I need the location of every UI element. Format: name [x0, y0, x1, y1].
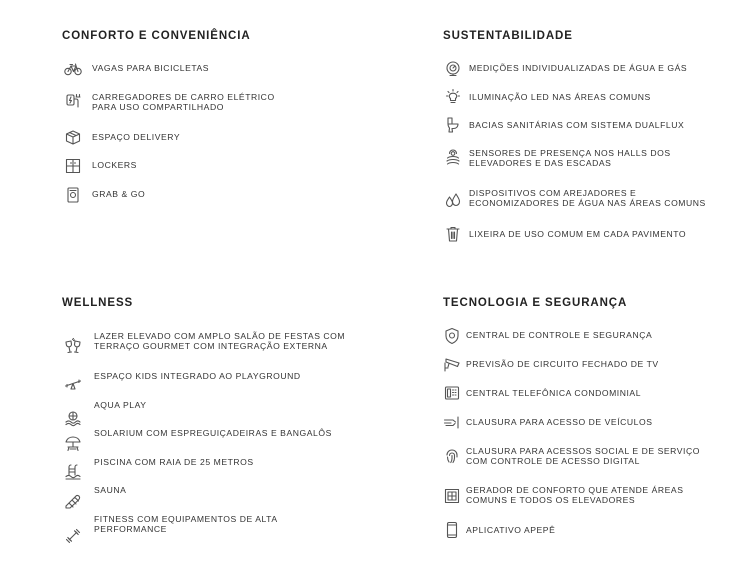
sauna-icon — [64, 492, 82, 510]
item-line: ELEVADORES E DAS ESCADAS — [469, 158, 612, 168]
dumbbell-icon — [64, 527, 82, 545]
item-line: DISPOSITIVOS COM AREJADORES E — [469, 188, 637, 198]
section-tecnologia — [443, 297, 743, 547]
grab-and-go-icon — [64, 186, 82, 204]
fingerprint-icon — [443, 447, 461, 465]
section-sustentabilidade — [443, 30, 743, 250]
seesaw-icon — [64, 375, 82, 393]
water-drops-icon — [444, 191, 462, 209]
item-line: AQUA PLAY — [94, 400, 147, 410]
item-line: SOLARIUM COM ESPREGUIÇADEIRAS E BANGALÔS — [94, 428, 332, 438]
item-line: PARA USO COMPARTILHADO — [92, 102, 224, 112]
item-line: GERADOR DE CONFORTO QUE ATENDE ÁREAS — [466, 485, 684, 495]
pool-ladder-icon — [64, 463, 82, 481]
item-line: TERRAÇO GOURMET COM INTEGRAÇÃO EXTERNA — [94, 341, 328, 351]
item-line: ESPAÇO DELIVERY — [92, 132, 181, 142]
shield-icon — [443, 327, 461, 345]
item-line: APLICATIVO APEPÊ — [466, 525, 556, 535]
item-line: BACIAS SANITÁRIAS COM SISTEMA DUALFLUX — [469, 120, 685, 130]
item-line: MEDIÇÕES INDIVIDUALIZADAS DE ÁGUA E GÁS — [469, 63, 688, 73]
item-line: CLAUSURA PARA ACESSO DE VEÍCULOS — [466, 417, 653, 427]
meter-icon — [444, 60, 462, 78]
item-line: VAGAS PARA BICICLETAS — [92, 63, 210, 73]
item-line: LAZER ELEVADO COM AMPLO SALÃO DE FESTAS COM — [94, 331, 346, 341]
presence-sensor-icon — [444, 148, 462, 166]
item-line: GRAB & GO — [92, 189, 146, 199]
lockers-icon — [64, 157, 82, 175]
vehicle-gate-icon — [443, 413, 461, 431]
generator-icon — [443, 487, 461, 505]
item-line: SENSORES DE PRESENÇA NOS HALLS DOS — [469, 148, 671, 158]
bicycle-icon — [64, 60, 82, 78]
item-line: COMUNS E TODOS OS ELEVADORES — [466, 495, 636, 505]
toilet-icon — [444, 116, 462, 134]
item-line: CENTRAL TELEFÔNICA CONDOMINIAL — [466, 388, 642, 398]
section-title: WELLNESS — [62, 297, 134, 309]
package-icon — [64, 128, 82, 146]
section-title: SUSTENTABILIDADE — [443, 30, 573, 42]
item-line: COM CONTROLE DE ACESSO DIGITAL — [466, 456, 640, 466]
telephone-icon — [443, 384, 461, 402]
item-line: LOCKERS — [92, 160, 137, 170]
aqua-play-icon — [64, 409, 82, 427]
item-line: ECONOMIZADORES DE ÁGUA NAS ÁREAS COMUNS — [469, 198, 706, 208]
section-title: TECNOLOGIA E SEGURANÇA — [443, 297, 628, 309]
section-conforto — [62, 30, 392, 220]
beach-umbrella-icon — [64, 435, 82, 453]
item-line: SAUNA — [94, 485, 127, 495]
item-line: ESPAÇO KIDS INTEGRADO AO PLAYGROUND — [94, 371, 301, 381]
item-line: ILUMINAÇÃO LED NAS ÁREAS COMUNS — [469, 92, 651, 102]
ev-charger-icon — [64, 92, 82, 110]
trash-bin-icon — [444, 225, 462, 243]
item-line: PREVISÃO DE CIRCUITO FECHADO DE TV — [466, 359, 659, 369]
smartphone-icon — [443, 521, 461, 539]
led-bulb-icon — [444, 88, 462, 106]
cctv-camera-icon — [443, 355, 461, 373]
section-wellness — [62, 297, 392, 557]
section-title: CONFORTO E CONVENIÊNCIA — [62, 30, 251, 42]
wine-glasses-icon — [64, 337, 82, 355]
item-line: CARREGADORES DE CARRO ELÉTRICO — [92, 92, 275, 102]
item-line: PERFORMANCE — [94, 524, 167, 534]
item-line: CENTRAL DE CONTROLE E SEGURANÇA — [466, 330, 653, 340]
item-line: PISCINA COM RAIA DE 25 METROS — [94, 457, 254, 467]
item-line: CLAUSURA PARA ACESSOS SOCIAL E DE SERVIÇO — [466, 446, 700, 456]
item-line: LIXEIRA DE USO COMUM EM CADA PAVIMENTO — [469, 229, 687, 239]
item-line: FITNESS COM EQUIPAMENTOS DE ALTA — [94, 514, 278, 524]
